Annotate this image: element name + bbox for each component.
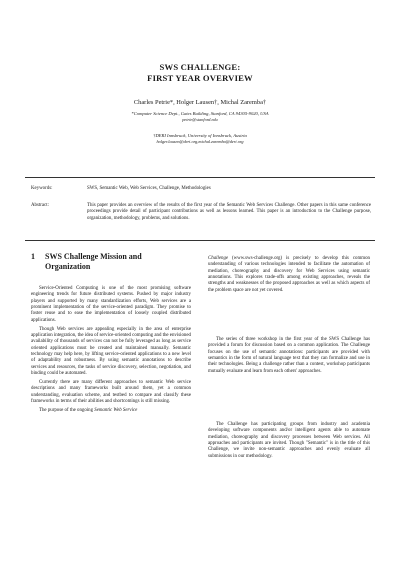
affiliation-stanford: *Computer Science Dept., Gates Building, Stanford, CA 94305-9020, USA bbox=[131, 111, 269, 116]
title-line-2: FIRST YEAR OVERVIEW bbox=[147, 72, 253, 83]
section-heading bbox=[31, 252, 191, 272]
abstract-label: Abstract: bbox=[31, 203, 49, 208]
section-title-line-2: Organization bbox=[45, 262, 91, 271]
left-paragraph-4-text: The purpose of the ongoing bbox=[39, 407, 95, 413]
left-paragraph-4-italic: Semantic Web Service bbox=[94, 407, 138, 413]
section-title-line-1: SWS Challenge Mission and bbox=[45, 252, 142, 261]
right-paragraph-1-italic: Challenge bbox=[208, 256, 229, 261]
left-column bbox=[31, 286, 191, 414]
affiliation-deri-email: holger.lausen@deri.org,michal.zaremba@deri.org bbox=[156, 139, 244, 144]
divider-top bbox=[25, 177, 375, 178]
divider-bottom bbox=[25, 240, 375, 241]
keywords-label: Keywords: bbox=[31, 186, 53, 191]
right-column bbox=[208, 256, 370, 294]
left-paragraph-2: Though Web services are appealing especially in the area of enterprise application integration, the idea of service-oriented computing and the envisioned availability of thousands of services can not be fully leveraged as long as service oriented applications must be created and maintained manually. Semantic technology may help here, by lifting service-oriented applications to a new level of adaptability and robustness. By using semantic annotations to describe services and resources, the tasks of service discovery, selection, negotiation, and binding could be automated. bbox=[31, 326, 191, 376]
keywords-text: SWS, Semantic Web, Web Services, Challenge, Methodologies bbox=[87, 186, 211, 191]
affiliation-deri: †DERI Innsbruck, University of Innsbruck, Austria bbox=[153, 133, 247, 138]
section-number: 1 bbox=[31, 252, 35, 261]
left-paragraph-1: Service-Oriented Computing is one of the most promising software engineering trends for future distributed systems. Pushed by major industry players and supported by many standardization efforts, Web services are a prominent implementation of the service-oriented paradigm. They promise to foster reuse and to ease the implementation of loosely coupled distributed applications. bbox=[31, 286, 191, 323]
right-paragraph-1 bbox=[208, 256, 370, 294]
affiliation-stanford-email: petrie@stanford.edu bbox=[182, 117, 218, 122]
author-list: Charles Petrie*, Holger Lausen†, Michal Zaremba† bbox=[133, 99, 267, 106]
abstract-text: This paper provides an overview of the results of the first year of the Semantic Web Services Challenge. Other papers in this same conference proceedings provide detail of participant contributions as well as lessons learned. This paper is an introduction to the Challenge purpose, organization, methodology, problems, and solutions. bbox=[87, 203, 371, 221]
right-paragraph-3: The Challenge has participating groups from industry and academia developing software components and/or intelligent agents able to automate mediation, choreography and discovery processes between Web services. All approaches and participants are invited. Though "Semantic" is in the title of this Challenge, we invite non-semantic approaches and evenly evaluate all submissions in our methodology. bbox=[208, 422, 370, 459]
right-column-block-3 bbox=[208, 422, 370, 460]
right-paragraph-1-text: (www.sws-challenge.org) is precisely to develop this common understanding of various technologies intended to facilitate the automation of mediation, choreography and discovery for Web Services using semantic annotations. This explores trade-offs among existing approaches, reveals the strengths and weaknesses of the proposed approaches as well as which aspects of the problem space are not yet covered. bbox=[208, 256, 370, 293]
paper-title bbox=[0, 62, 400, 83]
title-line-1: SWS CHALLENGE: bbox=[159, 62, 241, 72]
left-paragraph-3: Currently there are many different approaches to semantic Web service descriptions and many frameworks built around them, yet a common understanding, evaluation scheme, and testbed to compare and classify these frameworks in terms of their abilities and shortcomings is still missing. bbox=[31, 379, 191, 404]
right-column-block-2 bbox=[208, 337, 370, 375]
right-paragraph-2: The series of three workshop in the first year of the SWS Challenge has provided a forum for discussion based on a common application. The Challenge focuses on the use of semantic annotations: participants are provided with semantics in the form of natural language text that they can formalize and use in their technologies. Being a challenge rather than a contest, workshop participants mutually evaluate and learn from each others' approaches. bbox=[208, 337, 370, 374]
left-paragraph-4 bbox=[31, 408, 191, 414]
